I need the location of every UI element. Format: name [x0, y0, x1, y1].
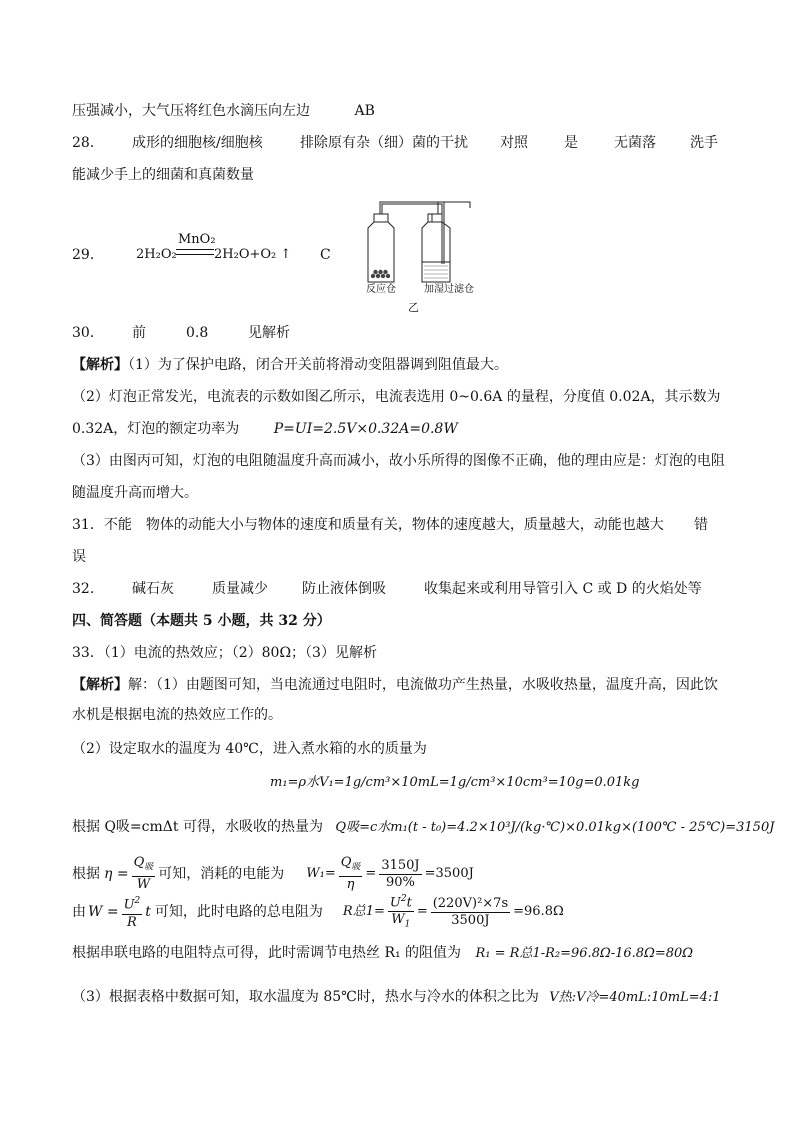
- mass-equation: m₁=ρ水V₁=1g/cm³×10mL=1g/cm³×10cm³=10g=0.01kg: [270, 775, 640, 790]
- q29-product: 2H₂O+O₂ ↑: [214, 247, 292, 262]
- q29-reactant: 2H₂O₂: [136, 247, 177, 262]
- reaction-equals-sign: [176, 249, 214, 255]
- heat-line: 根据 Q吸=cmΔt 可得，水吸收的热量为 Q吸=c水m₁(t - t₀)=4.2×10³J/(kg·℃)×0.01kg×(100℃ - 25℃)=3150J: [72, 819, 775, 835]
- q30-analysis-p2a: （2）灯泡正常发光，电流表的示数如图乙所示，电流表选用 0~0.6A 的量程，分度值 0.02A，其示数为: [72, 389, 721, 405]
- q30-answer-3: 见解析: [248, 325, 290, 341]
- q32-number: 32．: [72, 581, 104, 597]
- figure-label: 乙: [408, 301, 419, 314]
- section-heading: 四、简答题（本题共 5 小题，共 32 分）: [72, 613, 331, 629]
- q33-analysis-p1a: 【解析】解：（1）由题图可知，当电流通过电阻时，电流做功产生热量，水吸收热量，温度升高，因此饮: [72, 677, 718, 693]
- q33-analysis-p2: （2）设定取水的温度为 40℃，进入煮水箱的水的质量为: [72, 741, 427, 757]
- energy-fraction: $\frac{3150J}{90\%}$: [381, 857, 420, 890]
- q32-item-1: 碱石灰: [132, 581, 174, 597]
- q30-analysis-p2b: 0.32A，灯泡的额定功率为 P=UI=2.5V×0.32A=0.8W: [72, 421, 458, 437]
- resistance-fraction: $\frac{\text{(220V)²×7s}}{3500J}$: [432, 895, 509, 928]
- bottle-2-stopper: [428, 214, 442, 222]
- q28-item-6: 洗手: [690, 135, 718, 151]
- q31-answer: 错: [694, 517, 708, 533]
- series-line: 根据串联电路的电阻特点可得，此时需调节电热丝 R₁ 的阻值为 R₁ = R总1-R₂=96.8Ω-16.8Ω=80Ω: [72, 945, 694, 961]
- analysis-tag: 【解析】: [72, 357, 128, 373]
- answer-line-27-tail: [72, 102, 375, 120]
- q32-item-3: 防止液体倒吸: [302, 581, 386, 597]
- q30-analysis-p3b: 随温度升高而增大。: [72, 485, 198, 501]
- humidifier-bottle: [422, 222, 450, 282]
- q31-line: 31．不能 物体的动能大小与物体的速度和质量有关，物体的速度越大，质量越大，动能也越大: [72, 517, 664, 533]
- q30-analysis-p1: 【解析】（1）为了保护电路，闭合开关前将滑动变阻器调到阻值最大。: [72, 357, 508, 373]
- gas-apparatus-figure: [352, 196, 482, 318]
- q33-analysis-p1b: 水机是根据电流的热效应工作的。: [72, 707, 282, 723]
- q28-continuation: 能减少手上的细菌和真菌数量: [72, 167, 254, 183]
- q28-number: 28．: [72, 135, 104, 151]
- label-humidifier: 加湿过滤仓: [424, 284, 474, 295]
- q29-answer: C: [320, 247, 331, 263]
- q33-head: 33．（1）电流的热效应；（2）80Ω；（3）见解析: [72, 645, 377, 661]
- q27-text: 压强减小，大气压将红色水滴压向左边: [72, 103, 310, 119]
- q27-answer: AB: [354, 103, 375, 119]
- q28-item-4: 是: [564, 135, 578, 151]
- q28-item-3: 对照: [500, 135, 528, 151]
- q30-number: 30．: [72, 325, 104, 341]
- label-reactor: 反应仓: [366, 284, 396, 295]
- resistance-line: 由 W = $\frac{U^2}{R}$ t 可知，此时电路的总电阻为 R总1= $\frac{U^2t}{W_1}$ = $\frac{\text{(220V)²×7s}}{3500J}$ =96.8Ω: [72, 892, 564, 932]
- q30-analysis-p3a: （3）由图丙可知，灯泡的电阻随温度升高而减小，故小乐所得的图像不正确，他的理由应是：灯泡的电阻: [72, 453, 725, 469]
- q32-item-2: 质量减少: [212, 581, 268, 597]
- q30-answer-2: 0.8: [186, 325, 209, 341]
- q28-item-1: 成形的细胞核/细胞核: [132, 135, 263, 151]
- q30-answer-1: 前: [132, 325, 146, 341]
- q29-catalyst: MnO₂: [178, 232, 216, 247]
- q28-item-2: 排除原有杂（细）菌的干扰: [300, 135, 468, 151]
- q28-item-5: 无菌落: [614, 135, 656, 151]
- q31-continuation: 误: [72, 549, 86, 565]
- q33-analysis-p3: （3）根据表格中数据可知，取水温度为 85℃时，热水与冷水的体积之比为 V热:V冷=40mL:10mL=4:1: [72, 989, 721, 1005]
- connecting-tube: [380, 202, 444, 264]
- efficiency-fraction: $\frac{Q_吸}{W}$: [133, 855, 154, 892]
- q32-item-4: 收集起来或利用导管引入 C 或 D 的火焰处等: [424, 581, 702, 597]
- efficiency-line: 根据 η = $\frac{Q_吸}{W}$ 可知，消耗的电能为 W₁= $\frac{Q_吸}{\eta}$ = $\frac{3150J}{90\%}$ =3500J: [72, 855, 474, 892]
- bottle-1-stopper: [374, 214, 388, 222]
- q29-number: 29．: [72, 247, 104, 263]
